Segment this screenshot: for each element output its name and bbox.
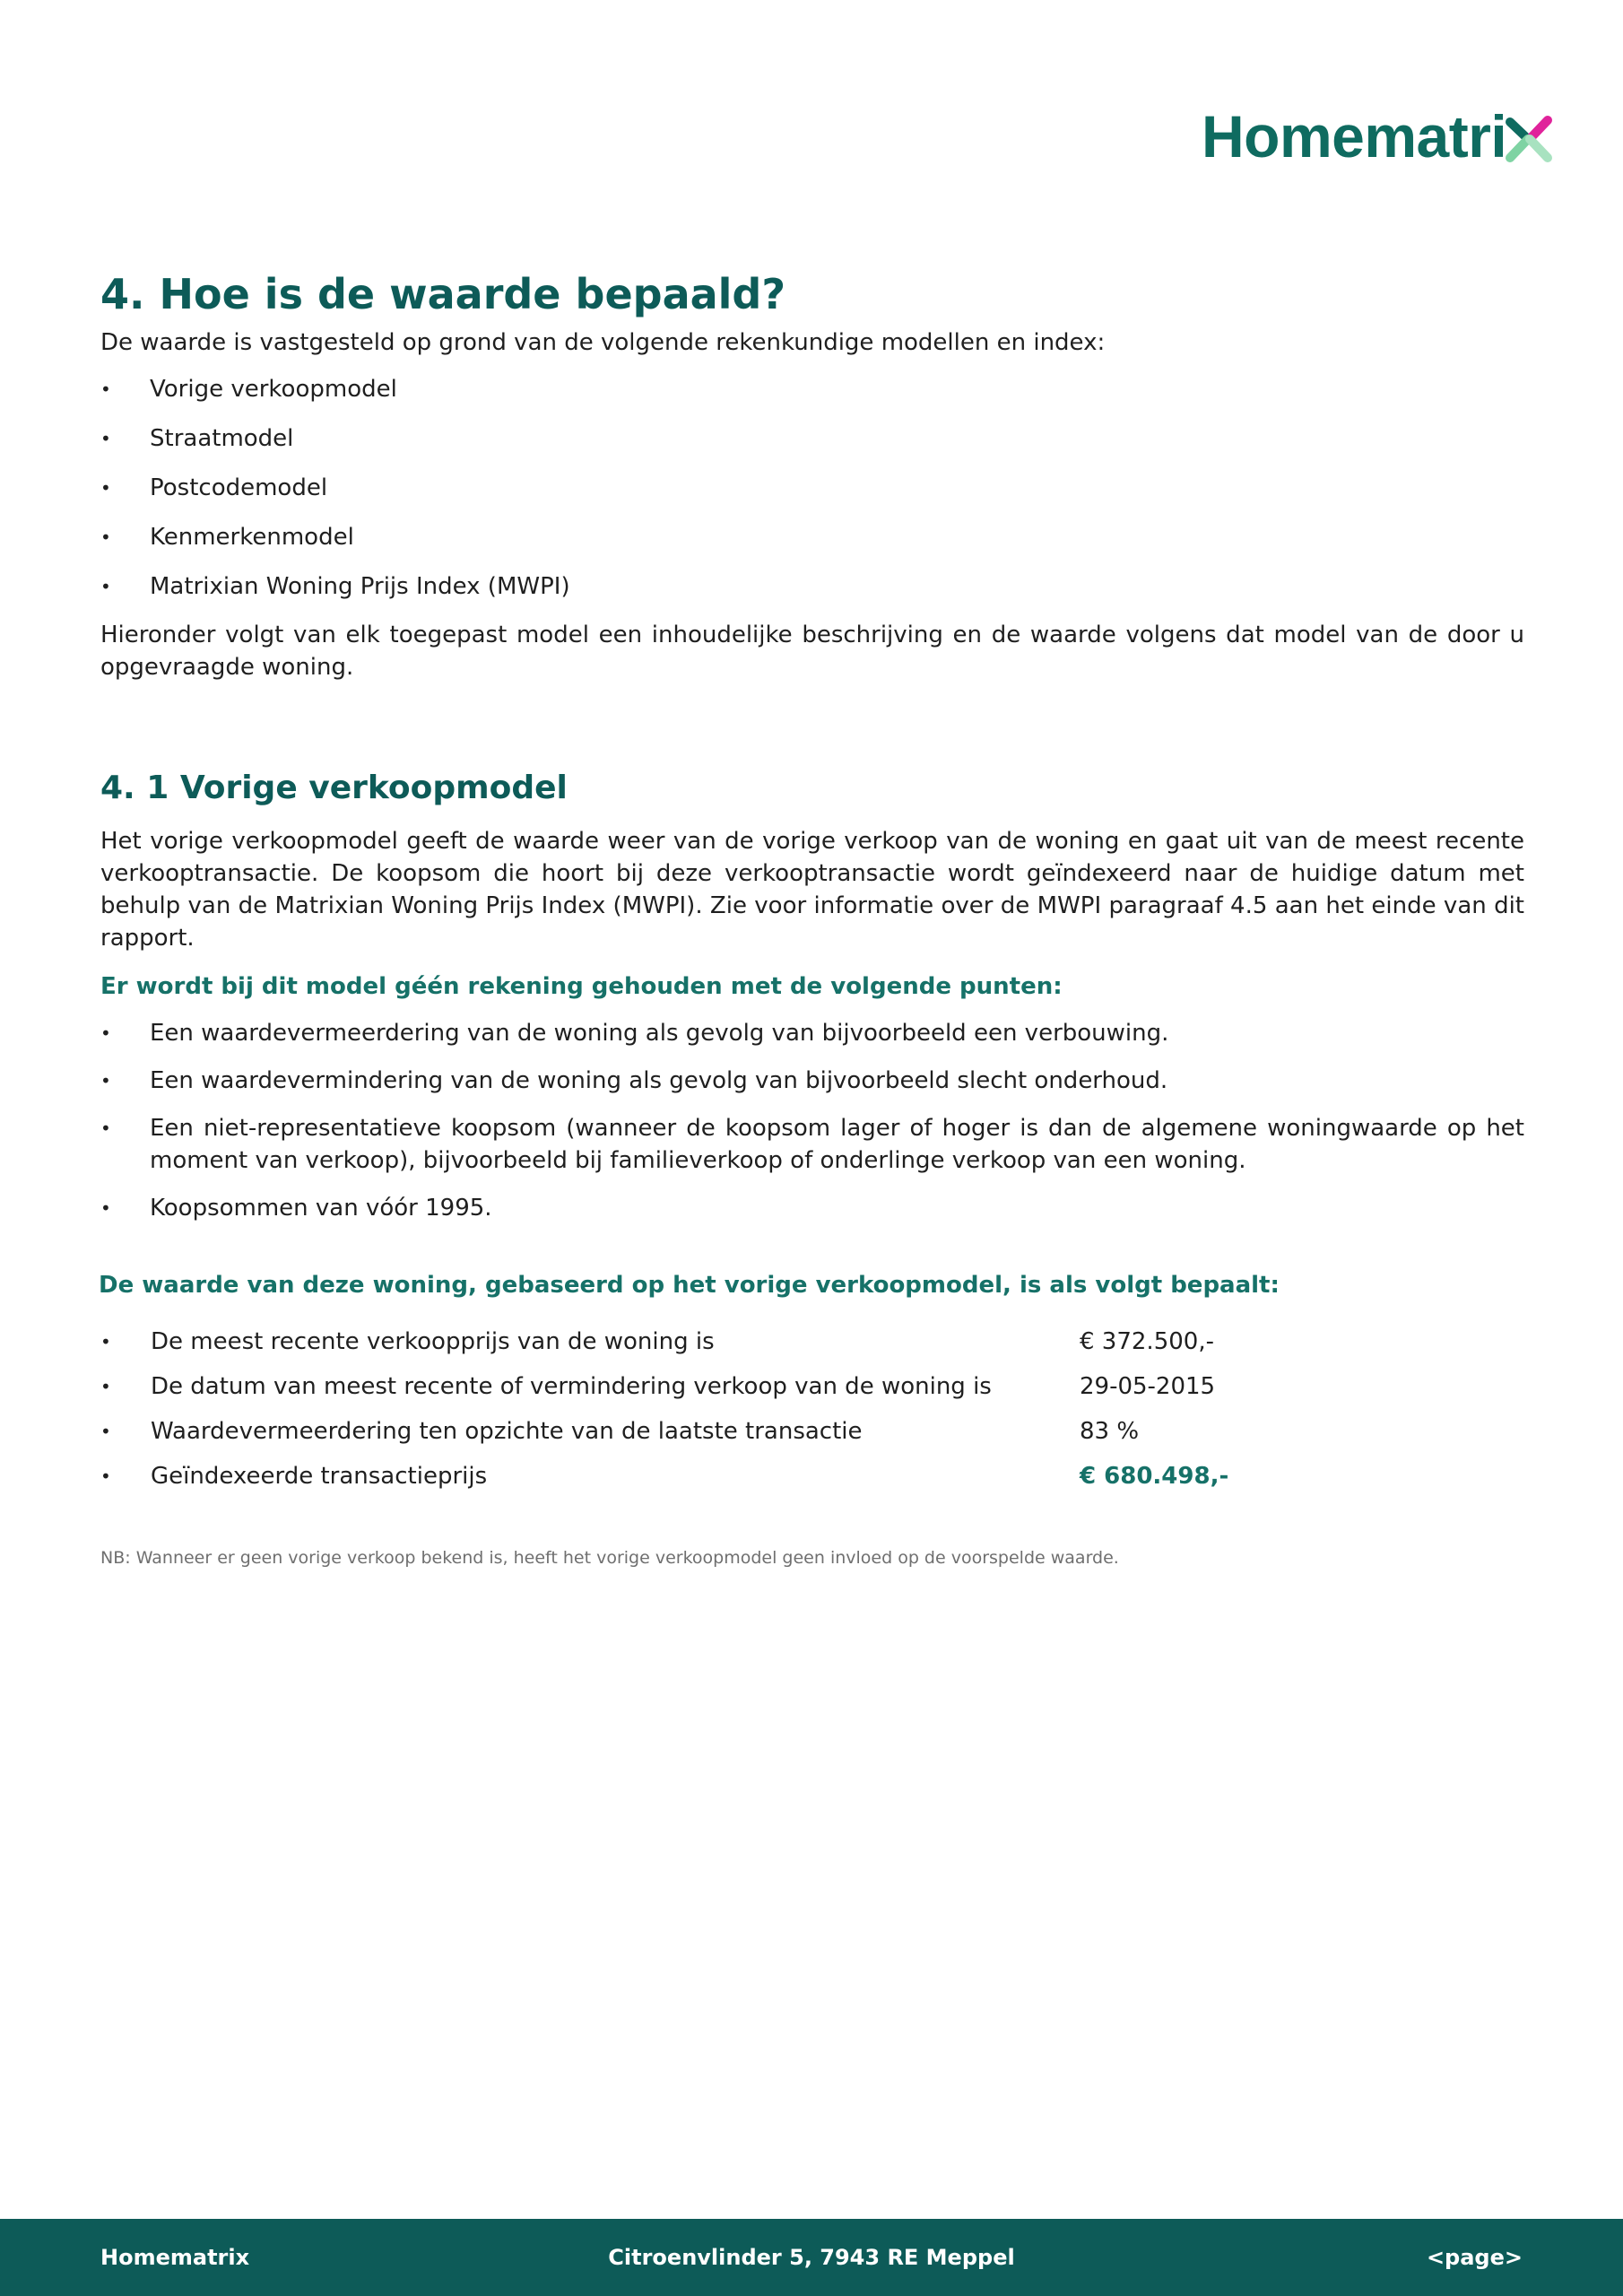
table-row <box>100 1319 1524 1364</box>
section-4-1-heading: 4. 1 Vorige verkoopmodel <box>100 770 568 806</box>
valuation-value: € 372.500,- <box>1080 1328 1214 1355</box>
list-item: • Een waardevermeerdering van de woning als gevolg van bijvoorbeeld een verbouwing. <box>100 1017 1524 1049</box>
section-4-intro: De waarde is vastgesteld op grond van de volgende rekenkundige modellen en index: <box>100 329 1106 356</box>
homematrix-logo <box>1202 103 1555 170</box>
bullet-icon: • <box>100 1465 111 1487</box>
footer-address: Citroenvlinder 5, 7943 RE Meppel <box>608 2245 1015 2270</box>
exclusions-heading: Er wordt bij dit model géén rekening gehouden met de volgende punten: <box>100 973 1063 1000</box>
x-mark-logo-icon <box>1503 111 1555 167</box>
table-row <box>100 1409 1524 1454</box>
valuation-label: Waardevermeerdering ten opzichte van de laatste transactie <box>151 1418 863 1445</box>
bullet-icon: • <box>100 428 111 449</box>
document-body <box>100 265 1524 1570</box>
footnote: NB: Wanneer er geen vorige verkoop bekend is, heeft het vorige verkoopmodel geen invloed op de voorspelde waarde. <box>100 1548 1119 1568</box>
valuation-value: 83 % <box>1080 1418 1140 1445</box>
page-footer <box>0 2219 1623 2296</box>
table-row <box>100 1454 1524 1499</box>
bullet-icon: • <box>100 1376 111 1397</box>
footer-company: Homematrix <box>100 2245 250 2270</box>
bullet-icon: • <box>100 1197 111 1219</box>
table-row <box>100 1364 1524 1409</box>
list-item: • Een niet-representatieve koopsom (wanneer de koopsom lager of hoger is dan de algemene woningwaarde op het moment van verkoop), bijvoorbeeld bij familieverkoop of onderlinge verkoop van een woning. <box>100 1112 1524 1177</box>
valuation-label: Geïndexeerde transactieprijs <box>151 1463 488 1490</box>
section-4-outro: Hieronder volgt van elk toegepast model een inhoudelijke beschrijving en de waarde volgens dat model van de door u opgevraagde woning. <box>100 622 1524 681</box>
list-item: • Straatmodel <box>100 422 1524 455</box>
bullet-icon: • <box>100 526 111 548</box>
indexed-price-value: € 680.498,- <box>1080 1463 1229 1490</box>
valuation-label: De datum van meest recente of vermindering verkoop van de woning is <box>151 1373 992 1400</box>
bullet-icon: • <box>100 1331 111 1352</box>
list-item: • Een waardevermindering van de woning als gevolg van bijvoorbeeld slecht onderhoud. <box>100 1065 1524 1097</box>
model-list <box>100 373 1524 603</box>
valuation-value: 29-05-2015 <box>1080 1373 1216 1400</box>
bullet-icon: • <box>100 477 111 499</box>
bullet-icon: • <box>100 1022 111 1044</box>
list-item: • Postcodemodel <box>100 472 1524 504</box>
bullet-icon: • <box>100 378 111 400</box>
list-item: • Kenmerkenmodel <box>100 521 1524 553</box>
list-item: • Koopsommen van vóór 1995. <box>100 1192 1524 1224</box>
bullet-icon: • <box>100 576 111 597</box>
bullet-icon: • <box>100 1118 111 1139</box>
logo-wordmark: Homematri <box>1202 103 1507 170</box>
section-4-1-description: Het vorige verkoopmodel geeft de waarde weer van de vorige verkoop van de woning en gaat uit van de meest recente verkooptransactie. De koopsom die hoort bij deze verkooptransactie wordt geïndexeerd naar de huidige datum met behulp van de Matrixian Woning Prijs Index (MWPI). Zie voor informatie over de MWPI paragraaf 4.5 aan het einde van dit rapport. <box>100 828 1524 952</box>
valuation-heading: De waarde van deze woning, gebaseerd op het vorige verkoopmodel, is als volgt bepaalt: <box>99 1272 1280 1299</box>
footer-page-number: <page> <box>1426 2245 1523 2270</box>
bullet-icon: • <box>100 1421 111 1442</box>
list-item: • Vorige verkoopmodel <box>100 373 1524 405</box>
valuation-table <box>100 1319 1524 1499</box>
exclusions-list <box>100 1017 1524 1224</box>
list-item: • Matrixian Woning Prijs Index (MWPI) <box>100 570 1524 603</box>
section-4-heading: 4. Hoe is de waarde bepaald? <box>100 270 786 318</box>
valuation-label: De meest recente verkoopprijs van de woning is <box>151 1328 715 1355</box>
bullet-icon: • <box>100 1070 111 1091</box>
